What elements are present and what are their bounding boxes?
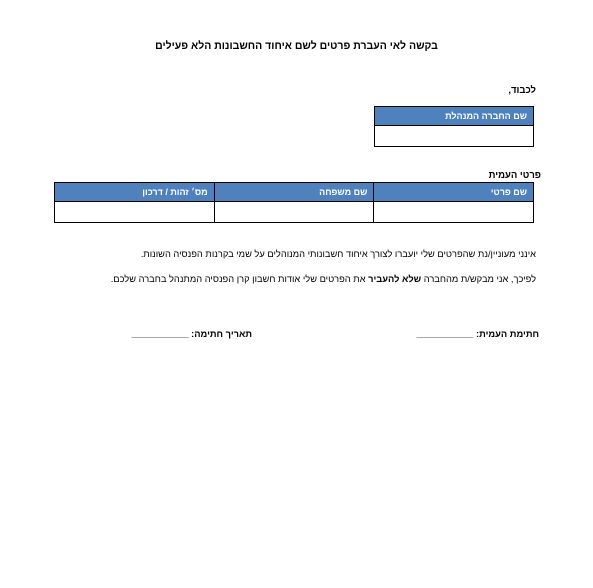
document-title: בקשה לאי העברת פרטים לשם איחוד החשבונות הלא פעילים bbox=[155, 40, 438, 52]
company-name-header: שם החברה המנהלת bbox=[375, 107, 534, 126]
last-name-cell[interactable] bbox=[214, 202, 374, 223]
salutation: לכבוד, bbox=[508, 85, 536, 96]
company-name-cell[interactable] bbox=[375, 126, 534, 147]
member-details-table bbox=[54, 182, 534, 223]
first-name-header: שם פרטי bbox=[374, 183, 534, 202]
company-table bbox=[374, 106, 534, 147]
id-passport-header: מס׳ זהות / דרכון bbox=[55, 183, 215, 202]
request-paragraph-1: אינני מעוניין/נת שהפרטים שלי יועברו לצורך איחוד חשבונותי המנוהלים על שמי בקרנות הפנסיה השונות. bbox=[140, 249, 536, 259]
first-name-cell[interactable] bbox=[374, 202, 534, 223]
member-signature-line[interactable]: חתימת העמית: ___________ bbox=[416, 329, 539, 339]
member-details-label: פרטי העמית bbox=[488, 170, 541, 181]
last-name-header: שם משפחה bbox=[214, 183, 374, 202]
id-passport-cell[interactable] bbox=[55, 202, 215, 223]
signature-date-line[interactable]: תאריך חתימה: ___________ bbox=[131, 329, 252, 339]
paragraph-2-end: את הפרטים שלי אודות חשבון קרן הפנסיה המתנהל בחברה שלכם. bbox=[110, 274, 369, 284]
paragraph-2-emphasis: שלא להעביר bbox=[368, 274, 422, 284]
paragraph-2-start: לפיכך, אני מבקש/ת מהחברה bbox=[421, 274, 536, 284]
request-paragraph-2 bbox=[36, 274, 536, 284]
